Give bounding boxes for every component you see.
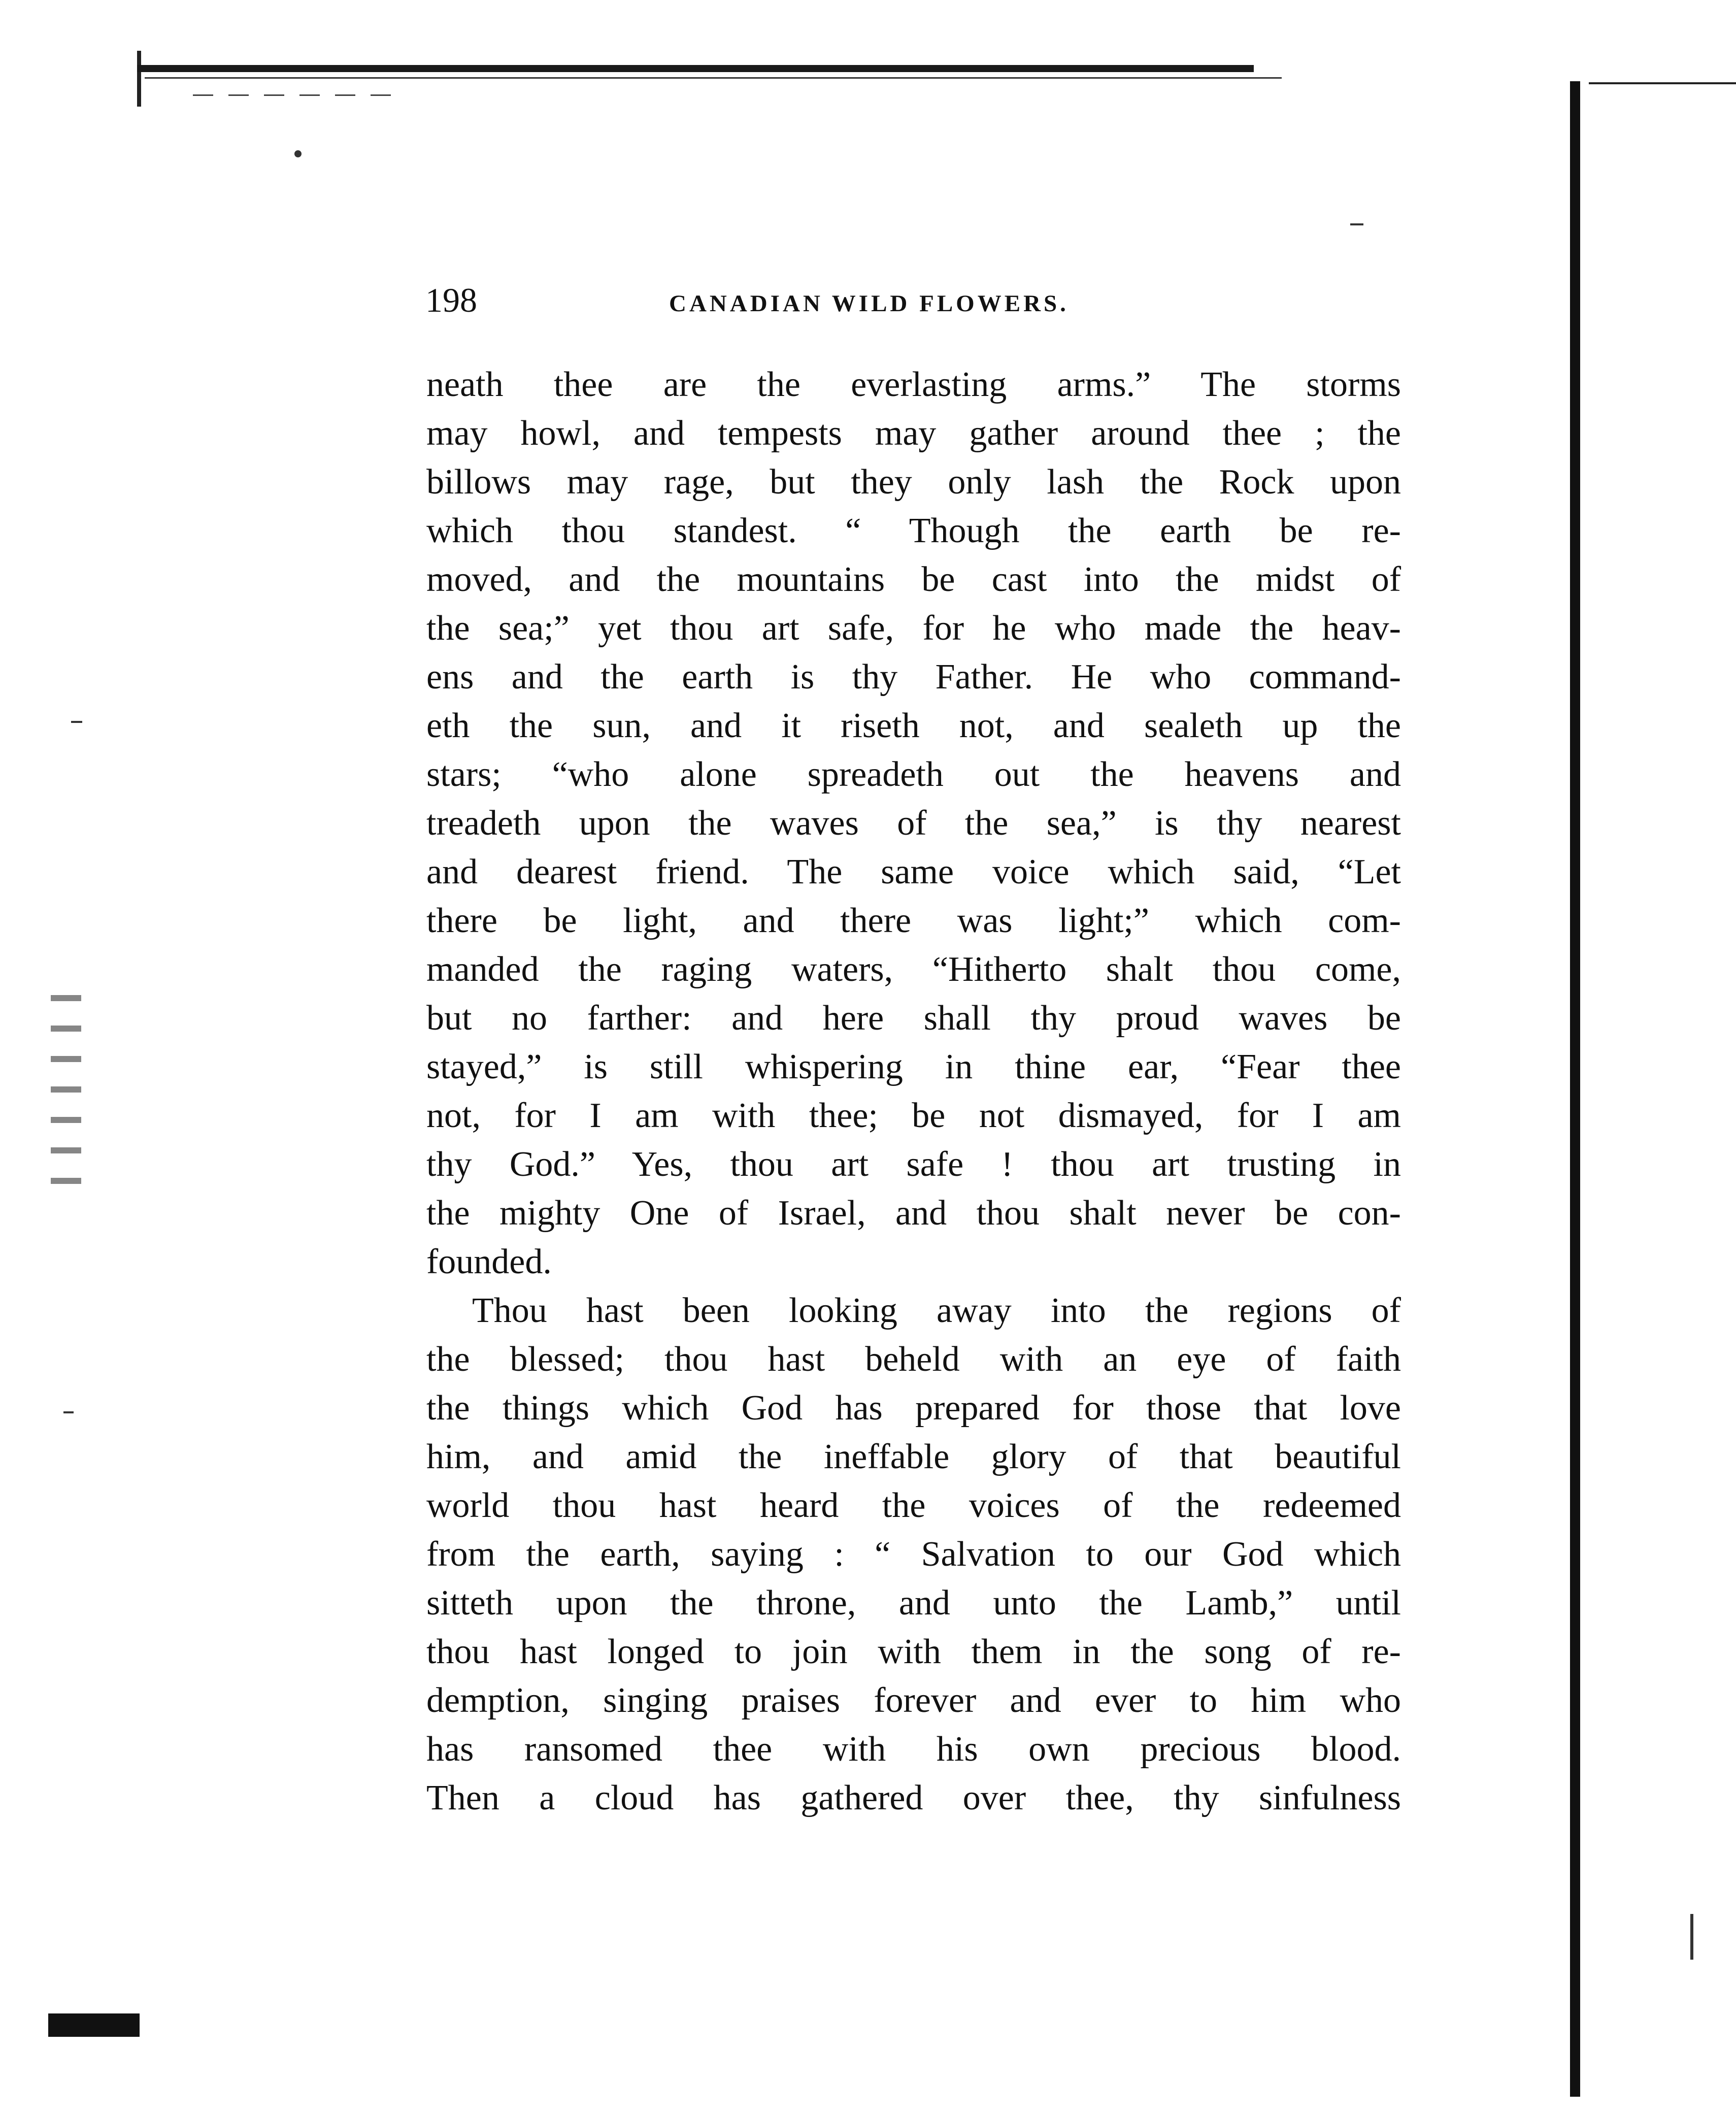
text-line: the mighty One of Israel, and thou shalt never be con-	[426, 1194, 1401, 1233]
scan-top-rule	[137, 65, 1254, 72]
text-line: moved, and the mountains be cast into the midst of	[426, 560, 1401, 599]
text-line: and dearest friend. The same voice which said, “Let	[426, 852, 1401, 891]
scan-speck	[63, 1411, 74, 1413]
text-line: may howl, and tempests may gather around thee ; the	[426, 414, 1401, 453]
text-line: treadeth upon the waves of the sea,” is thy nearest	[426, 804, 1401, 843]
text-line: but no farther: and here shall thy proud waves be	[426, 999, 1401, 1038]
text-line: Then a cloud has gathered over thee, thy sinfulness	[426, 1778, 1401, 1817]
text-line: which thou standest. “ Though the earth be re-	[426, 511, 1401, 550]
text-line: ens and the earth is thy Father. He who command-	[426, 657, 1401, 697]
scan-top-dashed-rule	[193, 94, 406, 96]
text-line: sitteth upon the throne, and unto the Lamb,” until	[426, 1583, 1401, 1623]
text-line: the sea;” yet thou art safe, for he who made the heav-	[426, 609, 1401, 648]
scan-right-border	[1570, 81, 1580, 2097]
paragraph-start-line: Thou hast been looking away into the regions of	[472, 1291, 1401, 1330]
text-line: the blessed; thou hast beheld with an eye of faith	[426, 1340, 1401, 1379]
scan-bottom-bar	[48, 2013, 140, 2037]
scan-speck	[71, 721, 82, 723]
running-title: CANADIAN WILD FLOWERS.	[669, 290, 1069, 317]
text-line: stars; “who alone spreadeth out the heavens and	[426, 755, 1401, 794]
text-line: from the earth, saying : “ Salvation to our God which	[426, 1535, 1401, 1574]
scan-edge-mark	[137, 51, 141, 107]
text-line: thy God.” Yes, thou art safe ! thou art trusting in	[426, 1145, 1401, 1184]
scan-top-thin-rule	[145, 77, 1282, 79]
running-head	[425, 277, 1166, 323]
text-line: demption, singing praises forever and ever to him who	[426, 1681, 1401, 1720]
text-line: stayed,” is still whispering in thine ear, “Fear thee	[426, 1047, 1401, 1086]
text-line: manded the raging waters, “Hitherto shalt thou come,	[426, 950, 1401, 989]
text-line: there be light, and there was light;” which com-	[426, 901, 1401, 940]
text-line: the things which God has prepared for those that love	[426, 1389, 1401, 1428]
scan-speck	[294, 150, 302, 157]
scan-speck	[1690, 1914, 1693, 1960]
text-line: neath thee are the everlasting arms.” The storms	[426, 365, 1401, 404]
text-line: not, for I am with thee; be not dismayed, for I am	[426, 1096, 1401, 1135]
text-line: him, and amid the ineffable glory of that beautiful	[426, 1437, 1401, 1476]
page-number: 198	[425, 281, 477, 319]
scan-right-tick	[1589, 82, 1736, 84]
scan-left-margin-marks	[51, 995, 81, 1208]
paragraph-end-line: founded.	[426, 1242, 552, 1281]
text-line: eth the sun, and it riseth not, and sealeth up the	[426, 706, 1401, 745]
text-line: has ransomed thee with his own precious blood.	[426, 1730, 1401, 1769]
text-line: world thou hast heard the voices of the redeemed	[426, 1486, 1401, 1525]
text-line: thou hast longed to join with them in the song of re-	[426, 1632, 1401, 1671]
text-line: billows may rage, but they only lash the Rock upon	[426, 462, 1401, 502]
scan-speck	[1350, 223, 1363, 225]
body-text	[426, 360, 1401, 1823]
